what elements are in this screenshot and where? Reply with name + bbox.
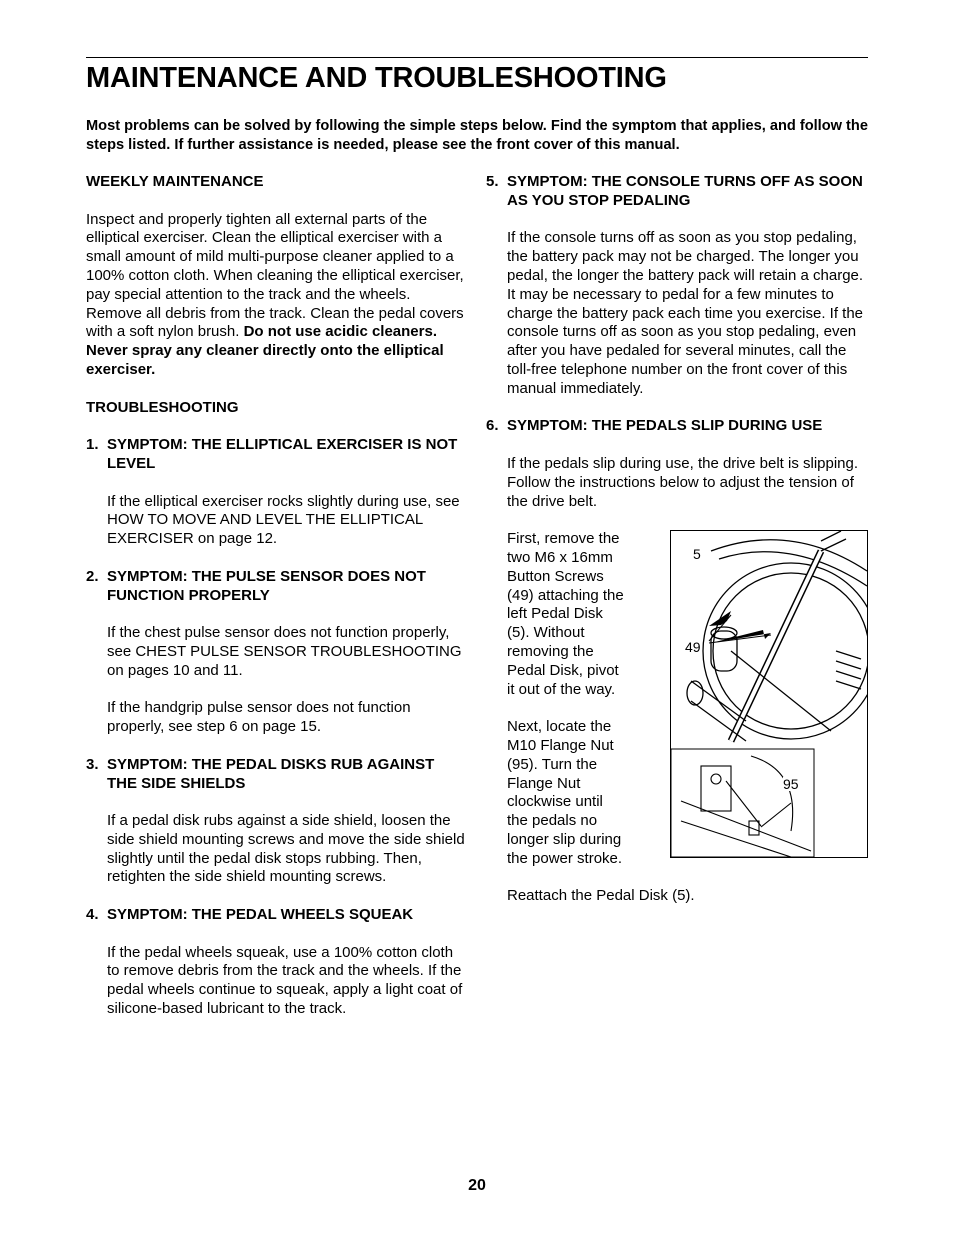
right-column: [486, 173, 870, 906]
step-reattach: Reattach the Pedal Disk (5).: [507, 887, 695, 905]
symptom-6-text: If the pedals slip during use, the drive belt is slipping. Follow the instructions below to adjust the tension of the drive belt.: [507, 454, 859, 510]
label-pedal-disk: 5: [693, 546, 701, 563]
symptom-5-heading: [486, 173, 870, 211]
pedal-disk-drawing: [671, 531, 867, 857]
pedal-disk-illustration: [670, 530, 868, 858]
symptom-title: SYMPTOM: THE PULSE SENSOR DOES NOT FUNCTION PROPERLY: [107, 567, 426, 604]
weekly-body-text: Inspect and properly tighten all external parts of the elliptical exerciser. Clean the elliptical exerciser with a small amount of mild multi-purpose cleaner applied to a 100% cotton cloth. When cleaning the elliptical exerciser, pay special attention to the track and the wheels. Remove all debris from the track. Clean the pedal covers with a soft nylon brush.: [86, 210, 464, 341]
symptom-2-text-chest: If the chest pulse sensor does not function properly, see CHEST PULSE SENSOR TROUBLESHOOTING on pages 10 and 11.: [107, 624, 462, 679]
symptom-3-text: If a pedal disk rubs against a side shield, loosen the side shield mounting screws and move the side shield slightly until the pedal disk stops rubbing. Then, retighten the side shield mounting screws.: [107, 812, 465, 886]
symptom-6-heading: [486, 417, 870, 436]
symptom-2-heading: [86, 568, 468, 606]
symptom-3-heading: [86, 756, 468, 794]
step-flange-nut: Next, locate the M10 Flange Nut (95). Turn the Flange Nut clockwise until the pedals no longer slip during the power stroke.: [507, 718, 623, 867]
intro-text: Most problems can be solved by following the simple steps below. Find the symptom that applies, and follow the steps listed. If further assistance is needed, please see the front cover of this manual.: [86, 118, 868, 153]
symptom-4-heading: [86, 906, 468, 925]
weekly-body: [86, 211, 468, 380]
header-rule: [86, 57, 868, 58]
symptom-4-text: If the pedal wheels squeak, use a 100% cotton cloth to remove debris from the track and the wheels. If the pedal wheels continue to squeak, apply a light coat of silicone-based lubricant to the track.: [107, 943, 463, 1018]
page-number: 20: [468, 1177, 486, 1194]
symptom-title: SYMPTOM: THE PEDALS SLIP DURING USE: [507, 417, 823, 435]
symptom-title: SYMPTOM: THE ELLIPTICAL EXERCISER IS NOT LEVEL: [107, 436, 458, 472]
symptom-number: 4.: [86, 906, 99, 924]
weekly-warning: Do not use acidic cleaners. Never spray any cleaner directly onto the elliptical exerciser.: [86, 323, 444, 378]
symptom-number: 3.: [86, 755, 99, 773]
page-title: MAINTENANCE AND TROUBLESHOOTING: [86, 62, 667, 94]
troubleshooting-heading: TROUBLESHOOTING: [86, 398, 239, 416]
symptom-1-text: If the elliptical exerciser rocks slightly during use, see HOW TO MOVE AND LEVEL THE ELLIPTICAL EXERCISER on page 12.: [107, 492, 460, 548]
symptom-2-text-handgrip: If the handgrip pulse sensor does not function properly, see step 6 on page 15.: [107, 699, 411, 736]
symptom-number: 6.: [486, 417, 499, 435]
label-button-screws: 49: [685, 639, 701, 656]
left-column: [86, 173, 468, 1019]
symptom-number: 1.: [86, 436, 99, 454]
symptom-1-heading: [86, 436, 468, 474]
figure-wrap: [486, 530, 870, 868]
symptom-title: SYMPTOM: THE CONSOLE TURNS OFF AS SOON AS YOU STOP PEDALING: [507, 173, 863, 209]
symptom-title: SYMPTOM: THE PEDAL WHEELS SQUEAK: [107, 906, 414, 924]
weekly-heading: WEEKLY MAINTENANCE: [86, 173, 264, 190]
symptom-number: 2.: [86, 567, 99, 585]
symptom-number: 5.: [486, 173, 499, 190]
symptom-5-text: If the console turns off as soon as you stop pedaling, the battery pack may not be charged. The longer you pedal, the longer the battery pack will retain a charge. It may be necessary to pedal for a few minutes to charge the battery pack each time you exercise. If the console turns off as soon as you stop pedaling, even after you have pedaled for several minutes, call the toll-free telephone number on the front cover of this manual immediately.: [507, 229, 864, 397]
symptom-title: SYMPTOM: THE PEDAL DISKS RUB AGAINST THE SIDE SHIELDS: [107, 755, 435, 792]
label-flange-nut: 95: [783, 776, 799, 793]
step-remove-screws: First, remove the two M6 x 16mm Button Screws (49) attaching the left Pedal Disk (5). Without removing the Pedal Disk, pivot it out of the way.: [507, 530, 624, 698]
